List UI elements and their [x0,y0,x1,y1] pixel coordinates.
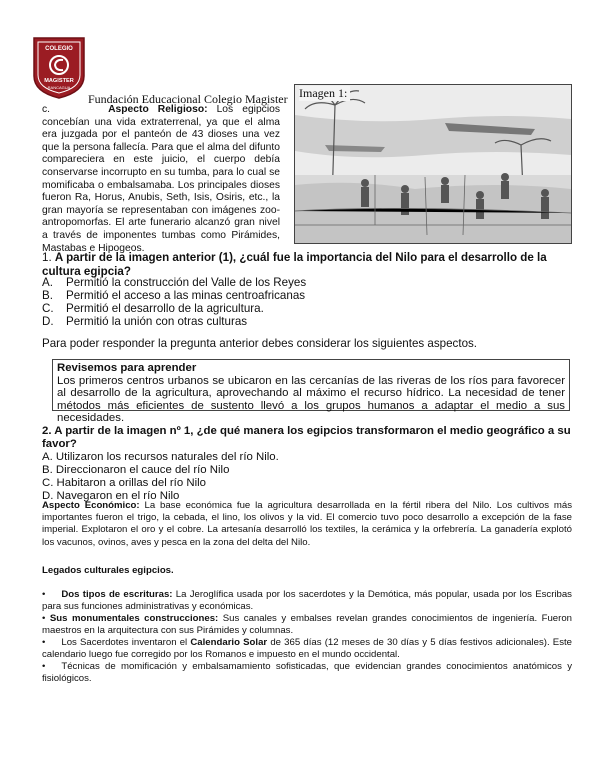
question-2-text: 2. A partir de la imagen nº 1, ¿de qué manera los egipcios transformaron el medio geográfico a su favor? [42,425,571,450]
legacies-title: Legados culturales egipcios. [42,565,174,576]
bullet-icon: • [42,589,46,600]
svg-text:MAGISTER: MAGISTER [44,78,74,84]
nile-illustration [294,84,572,244]
q2-option-d[interactable]: D. Navegaron en el río Nilo [42,490,180,502]
legacy-bullet-constructions: • Sus monumentales construcciones: Sus canales y embalses revelan grandes conocimientos de ingeniería. Fueron maestros en la arquitectura con sus Pirámides y columnas. [42,613,572,637]
religious-aspect-label: Aspecto Religioso: [108,104,208,115]
option-d[interactable]: D. Permitió la unión con otras culturas [42,315,248,328]
option-b[interactable]: B. Permitió el acceso a las minas centroafricanas [42,289,306,302]
q2-option-a[interactable]: A. Utilizaron los recursos naturales del río Nilo. [42,451,279,463]
svg-text:COLEGIO: COLEGIO [45,46,73,52]
question-1 [42,251,574,278]
bullet-icon: • [42,661,46,672]
review-text: Los primeros centros urbanos se ubicaron en las cercanías de las riveras de los ríos para favorecer al desarrollo de la agricultura, aprovechando al máximo el recurso hídrico. La necesidad de tener métodos más eficientes de sustento llevó a los grupos humanos a adaptar el medio a sus necesidades. [57,374,565,425]
consider-note: Para poder responder la pregunta anterior debes considerar los siguientes aspectos. [42,337,478,350]
bullet-icon: • [42,637,46,648]
legacy-bullet-calendar: • Los Sacerdotes inventaron el Calendario Solar de 365 días (12 meses de 30 días y 5 días festivos adicionales). Este calendario luego fue corregido por los Romanos e impuesto en el mundo occidental. [42,637,572,661]
economic-aspect-paragraph [42,500,572,549]
q2-option-c[interactable]: C. Habitaron a orillas del río Nilo [42,477,206,489]
svg-text:RANCAGUA: RANCAGUA [47,85,71,90]
question-1-options [42,276,306,328]
q2-option-b[interactable]: B. Direccionaron el cauce del río Nilo [42,464,230,476]
foundation-name: Fundación Educacional Colegio Magister [88,92,288,106]
religious-aspect-text: Los egipcios concebían una vida extraterrenal, ya que el alma era juzgada por el panteón de 43 dioses una vez que la persona fallecía. Para que el alma del difunto compareciera en este juicio, el cuerpo debía conservarse incorrupto en su tumba, para lo cual se momificaba o embalsamaba. Los principales dioses fueron Ra, Horus, Anubis, Seth, Isis, Osiris, etc., la gran mayoría se representaban con imágenes zoo-antropomorfas. El arte funerario alcanzó gran nivel a través de imponentes tumbas como Pirámides, Mastabas e Hipogeos. [42,104,280,254]
option-a[interactable]: A. Permitió la construcción del Valle de los Reyes [42,276,307,289]
review-box [52,359,570,425]
bullet-icon: • [42,613,46,624]
question-1-number: 1. [42,251,52,264]
economic-aspect-label: Aspecto Económico: [42,500,140,511]
legacy-bullet-mummification: • Técnicas de momificación y embalsamamiento sofisticadas, que evidencian grandes conocimientos anatómicos y fisiológicos. [42,661,572,685]
option-c[interactable]: C. Permitió el desarrollo de la agricultura. [42,302,264,315]
section-prefix: c. [42,104,51,115]
legacy-bullet-writing: • Dos tipos de escrituras: La Jeroglífica usada por los sacerdotes y la Demótica, más popular, usada por los Escribas para sus funciones administrativas y económicas. [42,589,572,613]
economic-aspect-text: La base económica fue la agricultura desarrollada en la fértil ribera del Nilo. Los cultivos más importantes fueron el trigo, la cebada, el lino, los olivos y la vid. El comercio tuvo poco desarrollo a excepción de la fase imperial. Explotaron el oro y el cobre. La artesanía desarrolló los textiles, la cerámica y la orfebrería. La ganadería explotó los vacunos, ovinos, aves y pesca en la zona del delta del Nilo. [42,500,573,548]
religious-aspect-paragraph [42,104,280,255]
image-caption: Imagen 1: [299,86,350,101]
question-2 [42,425,582,503]
question-1-text: A partir de la imagen anterior (1), ¿cuál fue la importancia del Nilo para el desarrollo de la cultura egipcia? [42,251,547,278]
school-logo [32,36,86,100]
review-title: Revisemos para aprender [57,362,197,374]
